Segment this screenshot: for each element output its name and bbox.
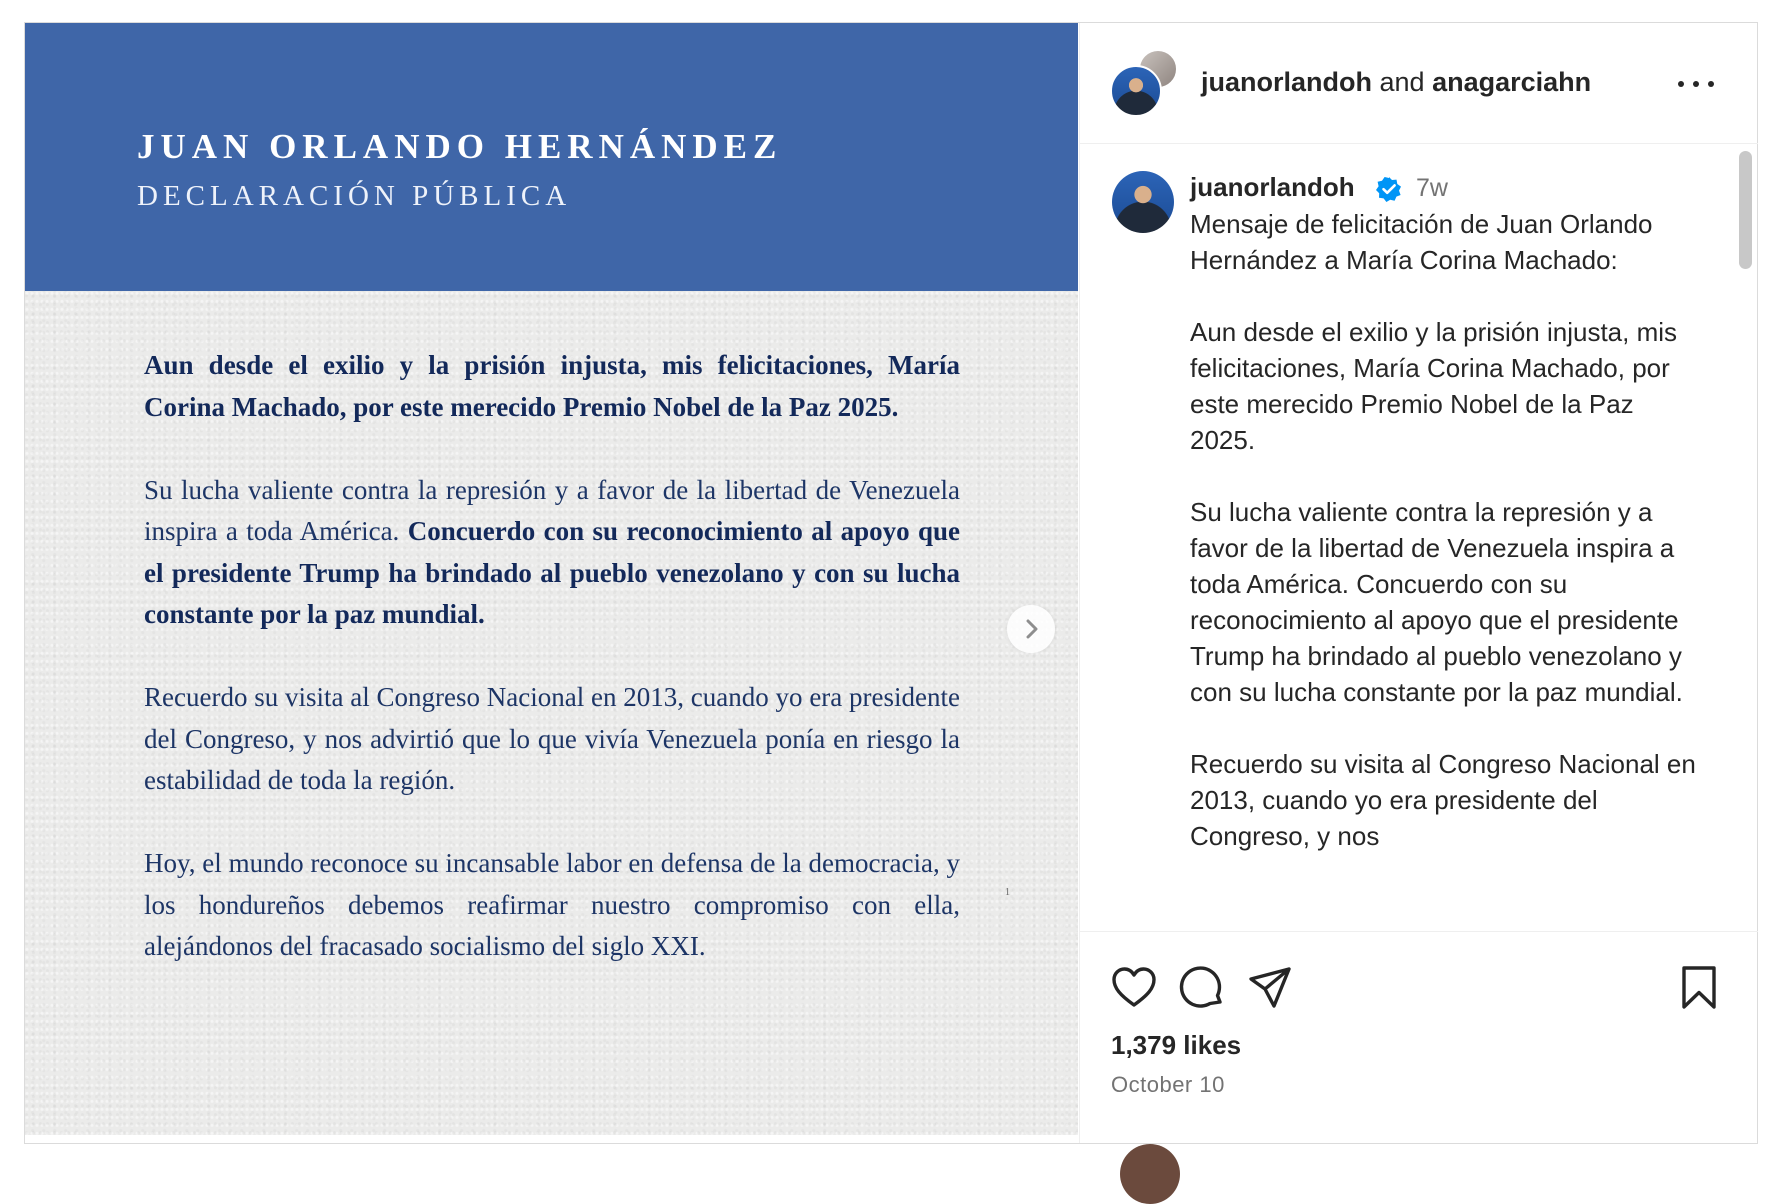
- statement-bold-text: Concuerdo con su reconocimiento al apoyo que el presidente Trump ha brindado al pueblo venezolano y con su lucha constante por la paz mundial.: [144, 516, 960, 629]
- post-sidebar: [1079, 23, 1758, 1143]
- bookmark-icon: [1675, 964, 1723, 1012]
- comment-icon: [1178, 964, 1226, 1012]
- share-button[interactable]: [1246, 964, 1294, 1012]
- caption-text: [1190, 206, 1700, 890]
- collab-avatars[interactable]: [1110, 49, 1176, 115]
- author-link[interactable]: juanorlandoh: [1201, 67, 1372, 97]
- author-link[interactable]: anagarciahn: [1432, 67, 1592, 97]
- more-icon: [1693, 81, 1699, 87]
- statement-name: JUAN ORLANDO HERNÁNDEZ: [137, 127, 783, 166]
- post-frame: [24, 22, 1758, 1144]
- action-bar: [1080, 931, 1758, 1144]
- authors-joiner: and: [1372, 67, 1433, 97]
- page-number: 1: [1005, 887, 1010, 898]
- caption-paragraph: Mensaje de felicitación de Juan Orlando Hernández a María Corina Machado:: [1190, 209, 1653, 275]
- save-button[interactable]: [1675, 964, 1723, 1012]
- more-icon: [1678, 81, 1684, 87]
- statement-paragraph: Hoy, el mundo reconoce su incansable labor en defensa de la democracia, y los hondureños debemos reafirmar nuestro compromiso con ella, alejándonos del fracasado socialismo del siglo XXI.: [144, 848, 960, 961]
- post-timestamp[interactable]: 7w: [1416, 174, 1448, 202]
- post-authors: [1201, 67, 1591, 98]
- comments-section[interactable]: [1080, 144, 1758, 931]
- avatar[interactable]: [1120, 1144, 1180, 1204]
- statement-paragraph: [144, 470, 960, 636]
- verified-badge-icon: [1376, 176, 1402, 202]
- chevron-right-icon: [1021, 617, 1043, 641]
- like-button[interactable]: [1110, 964, 1158, 1012]
- statement-banner: [25, 23, 1078, 291]
- statement-body: [144, 345, 960, 1009]
- caption-paragraph: Su lucha valiente contra la represión y a favor de la libertad de Venezuela inspira a toda América. Concuerdo con su reconocimiento al apoyo que el presidente Trump ha brindado al pueblo venezolano y con su lucha constante por la paz mundial.: [1190, 497, 1683, 707]
- more-options-button[interactable]: [1676, 75, 1716, 95]
- comment-button[interactable]: [1178, 964, 1226, 1012]
- share-icon: [1246, 964, 1294, 1012]
- avatar[interactable]: [1112, 171, 1174, 233]
- statement-bold-text: Aun desde el exilio y la prisión injusta, mis felicitaciones, María Corina Machado, por este merecido Premio Nobel de la Paz 2025.: [144, 350, 960, 422]
- more-icon: [1708, 81, 1714, 87]
- post-header: [1080, 23, 1758, 144]
- next-image-button[interactable]: [1007, 605, 1055, 653]
- statement-paragraph: Recuerdo su visita al Congreso Nacional en 2013, cuando yo era presidente del Congreso, y nos advirtió que lo que vivía Venezuela ponía en riesgo la estabilidad de toda la región.: [144, 682, 960, 795]
- heart-icon: [1110, 964, 1158, 1012]
- likes-count[interactable]: 1,379 likes: [1111, 1030, 1242, 1060]
- avatar[interactable]: [1110, 65, 1162, 117]
- post-image: [25, 23, 1078, 1135]
- statement-paragraph: [144, 345, 960, 428]
- statement-subtitle: DECLARACIÓN PÚBLICA: [137, 180, 572, 212]
- post-date[interactable]: October 10: [1111, 1072, 1225, 1097]
- caption-paragraph: Aun desde el exilio y la prisión injusta, mis felicitaciones, María Corina Machado, por este merecido Premio Nobel de la Paz 2025.: [1190, 317, 1678, 455]
- statement-text: Su lucha valiente contra la represión y a favor de la libertad de Venezuela inspira a toda América.: [144, 474, 960, 546]
- caption-username[interactable]: juanorlandoh: [1190, 172, 1355, 202]
- caption-paragraph: Recuerdo su visita al Congreso Nacional en 2013, cuando yo era presidente del Congreso, y nos: [1190, 749, 1696, 851]
- scrollbar[interactable]: [1739, 151, 1752, 269]
